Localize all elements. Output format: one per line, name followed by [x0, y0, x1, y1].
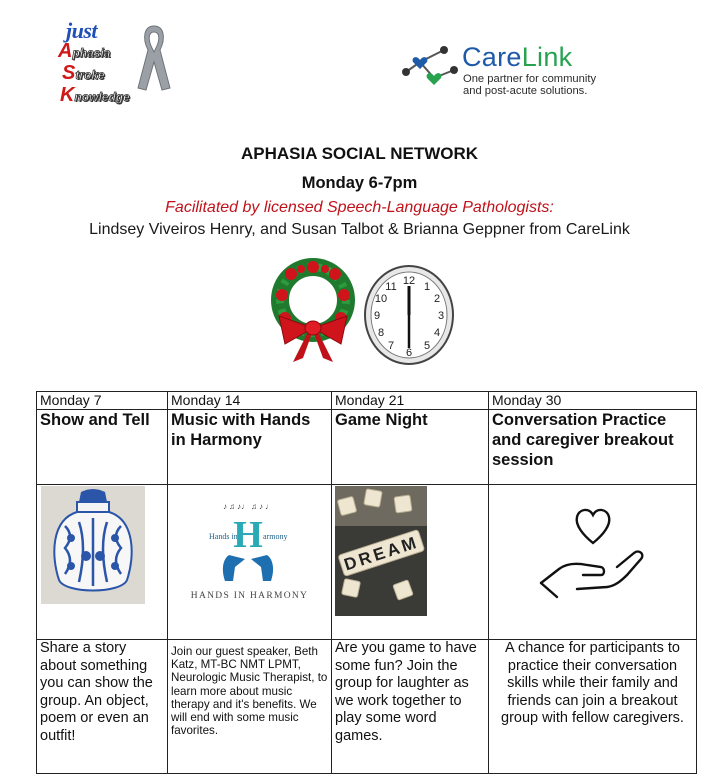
svg-text:3: 3: [437, 310, 445, 322]
svg-text:2: 2: [433, 293, 441, 305]
date-cell: Monday 30: [489, 392, 697, 410]
svg-text:armony: armony: [263, 532, 288, 541]
svg-text:4: 4: [433, 327, 441, 339]
event-row: [37, 410, 697, 485]
hands-in-harmony-logo: [171, 497, 321, 597]
date-cell: Monday 21: [332, 392, 489, 410]
clock-icon: [363, 264, 455, 366]
svg-text:11: 11: [385, 281, 397, 293]
facilitated-by: Facilitated by licensed Speech-Language Pathologists:: [165, 199, 554, 216]
svg-text:10: 10: [374, 293, 388, 305]
svg-text:5: 5: [423, 340, 431, 352]
event-title: Conversation Practice and caregiver breakout session: [489, 410, 697, 485]
ask-logo-just: just: [66, 18, 98, 43]
page-title: APHASIA SOCIAL NETWORK: [240, 144, 479, 163]
svg-text:Hands in: Hands in: [209, 532, 238, 541]
image-cell: [332, 485, 489, 640]
image-cell: [37, 485, 168, 640]
svg-text:12: 12: [402, 275, 416, 287]
event-description: Share a story about something you can show the group. An object, poem or even an outfit!: [37, 640, 168, 774]
ask-logo-line-1: Aphasia: [58, 40, 111, 62]
ask-logo: [58, 18, 178, 110]
hands-in-harmony-caption: HANDS IN HARMONY: [190, 591, 309, 601]
event-title: Show and Tell: [37, 410, 168, 485]
event-title: Game Night: [332, 410, 489, 485]
image-row: [37, 485, 697, 640]
svg-text:DREAM: DREAM: [341, 532, 422, 575]
svg-text:♪ ♫ ♪♩ ♫ ♪ ♩: ♪ ♫ ♪♩ ♫ ♪ ♩: [223, 502, 273, 511]
word-tiles-image: [335, 486, 427, 616]
image-cell: [168, 485, 332, 640]
svg-text:6: 6: [405, 347, 413, 359]
date-cell: Monday 14: [168, 392, 332, 410]
ask-logo-line-3: Knowledge: [60, 84, 130, 106]
facilitator-names: Lindsey Viveiros Henry, and Susan Talbot & Brianna Geppner from CareLink: [89, 221, 630, 238]
ask-logo-line-2: Stroke: [62, 62, 105, 84]
svg-text:7: 7: [387, 340, 395, 352]
svg-text:H: H: [233, 514, 263, 556]
meeting-time: Monday 6-7pm: [301, 174, 418, 192]
wreath-icon: [265, 258, 361, 366]
event-description: Join our guest speaker, Beth Katz, MT-BC NMT LPMT, Neurologic Music Therapist, to learn more about music therapy and it's benefits. We will end with some music favorites.: [168, 640, 332, 774]
schedule-table: [36, 391, 697, 774]
image-cell: [489, 485, 697, 640]
date-row: [37, 392, 697, 410]
event-title: Music with Hands in Harmony: [168, 410, 332, 485]
carelink-tagline: One partner for community and post-acute solutions.: [463, 73, 597, 97]
carelink-wordmark: CareLink: [462, 42, 573, 72]
event-description: Are you game to have some fun? Join the group for laughter as we work together to play some word games.: [332, 640, 489, 774]
svg-text:9: 9: [373, 310, 381, 322]
svg-text:1: 1: [423, 281, 431, 293]
heart-in-hand-icon: [537, 503, 647, 603]
date-cell: Monday 7: [37, 392, 168, 410]
svg-text:8: 8: [377, 327, 385, 339]
ginger-jar-image: [41, 486, 145, 604]
carelink-logo: [400, 40, 650, 100]
description-row: [37, 640, 697, 774]
event-description: A chance for participants to practice their conversation skills while their family and friends can join a breakout group with fellow caregivers.: [489, 640, 697, 774]
carelink-network-icon: [400, 44, 462, 90]
awareness-ribbon-icon: [136, 22, 172, 94]
